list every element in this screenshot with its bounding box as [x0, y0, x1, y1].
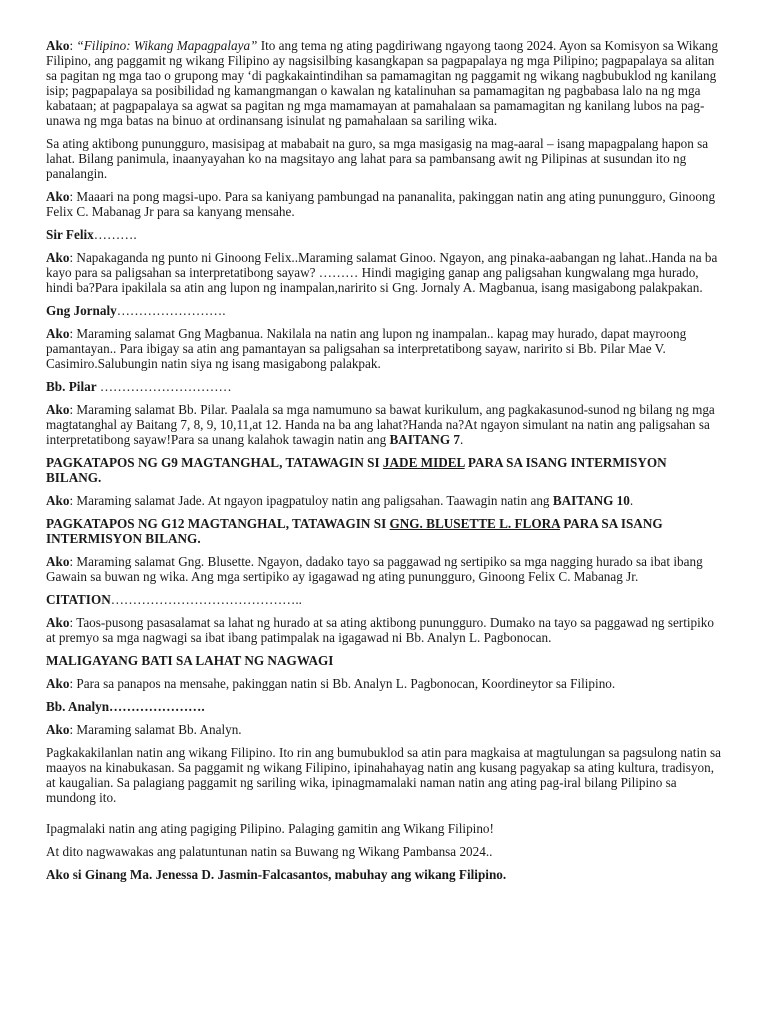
- speaker-separator: :: [69, 615, 77, 630]
- paragraph-text: Maraming salamat Bb. Pilar. Paalala sa mga namumuno sa bawat kurikulum, ang pagkakasunod-sunod ng bilang ng mga magtatanghal ay Baitang 7, 8, 9, 10,11,at 12. Handa na ba ang lahat?Handa na?At ngayon simulant na natin ang paligsahan sa interpretatibong sayaw!Para sa unang kalahok tawagin natin ang: [46, 402, 715, 447]
- paragraph-text: Maaari na pong magsi-upo. Para sa kaniyang pambungad na pananalita, pakinggan natin ang ating punungguro, Ginoong Felix C. Mabanag Jr para sa kanyang mensahe.: [46, 189, 716, 219]
- performer-name: JADE MIDEL: [382, 455, 465, 470]
- placeholder-dots: ……………………………………..: [110, 592, 302, 607]
- paragraph-end: .: [629, 493, 634, 508]
- opening-paragraph: Sa ating aktibong punungguro, masisipag at mababait na guro, sa mga masigasig na mag-aaral – isang mapagpalang hapon sa lahat. Bilang panimula, inaanyayahan ko na magsitayo ang lahat para sa pambansang awit ng Pilipinas at susundan ito ng panalangin.: [46, 136, 709, 181]
- congratulations-heading: MALIGAYANG BATI SA LAHAT NG NAGWAGI: [46, 653, 334, 668]
- speaker-label: Ako: [46, 676, 70, 691]
- theme-title: “Filipino: Wikang Mapagpalaya”: [76, 38, 258, 53]
- speaker-separator: :: [69, 722, 77, 737]
- speaker-label: Ako: [46, 189, 70, 204]
- speaker-separator: :: [69, 676, 77, 691]
- intermission-heading-1: [46, 455, 722, 485]
- continue-contest-paragraph: [46, 493, 722, 508]
- paragraph-text: Maraming salamat Bb. Analyn.: [76, 722, 242, 737]
- criteria-intro-paragraph: [46, 326, 722, 371]
- intermission-heading-2: [46, 516, 722, 546]
- bb-analyn-line: Bb. Analyn………………….: [46, 699, 205, 714]
- placeholder-dots: ……….: [93, 227, 137, 242]
- citation-line: [46, 592, 722, 607]
- speaker-label: Ako: [46, 402, 70, 417]
- performer-name: GNG. BLUSETTE L. FLORA: [389, 516, 560, 531]
- identity-paragraph: Pagkakakilanlan natin ang wikang Filipino. Ito rin ang bumubuklod sa atin para magkaisa at magtulungan sa pagsulong natin sa maayos na kinabukasan. Sa paggamit ng wikang Filipino, ipinahahayag natin ang kusang pagyakap sa ating kultura, tradisyon, at kaugalian. Sa palagiang paggamit ng sariling wika, ipinagmamalaki naman natin ang ating pag-iral bilang Pilipino sa mundong ito.: [46, 745, 721, 805]
- speaker-separator: :: [69, 250, 77, 265]
- grade-label: BAITANG 10: [552, 493, 630, 508]
- placeholder-dots: …………………….: [116, 303, 226, 318]
- bb-pilar-line: [46, 379, 722, 394]
- paragraph-text: Napakaganda ng punto ni Ginoong Felix..Maraming salamat Ginoo. Ngayon, ang pinaka-aabangan ng lahat..Handa na ba kayo para sa paligsahan sa interpretatibong sayaw? ……… Hindi magiging ganap ang paligsahan kungwalang mga hurado, hindi ba?Para ipakilala sa atin ang lupon ng inampalan,naririto si Gng. Jornaly A. Magbanua, isang masigabong palakpakan.: [46, 250, 718, 295]
- speaker-separator: :: [69, 38, 77, 53]
- pride-paragraph: Ipagmalaki natin ang ating pagiging Pilipino. Palaging gamitin ang Wikang Filipino!: [46, 821, 494, 836]
- contest-start-paragraph: [46, 402, 722, 447]
- grade-label: BAITANG 7: [389, 432, 460, 447]
- speaker-label: Sir Felix: [46, 227, 94, 242]
- speaker-separator: :: [69, 189, 77, 204]
- heading-text: PAGKATAPOS NG G12 MAGTANGHAL, TATAWAGIN SI: [46, 516, 390, 531]
- paragraph-text: Para sa panapos na mensahe, pakinggan natin si Bb. Analyn L. Pagbonocan, Koordineytor sa Filipino.: [76, 676, 616, 691]
- heading-text: PARA SA ISANG INTERMISYON BILANG.: [46, 516, 663, 546]
- speaker-label: Ako: [46, 554, 70, 569]
- thanks-analyn-paragraph: [46, 722, 722, 737]
- sir-felix-line: [46, 227, 722, 242]
- speaker-label: Ako: [46, 38, 70, 53]
- theme-paragraph: [46, 38, 722, 128]
- speaker-separator: :: [69, 326, 77, 341]
- speaker-label: Ako: [46, 250, 70, 265]
- paragraph-text: Maraming salamat Gng. Blusette. Ngayon, dadako tayo sa paggawad ng sertipiko sa mga nagging hurado sa ibat ibang Gawain sa buwan ng wika. Ang mga sertipiko ay igagawad ng ating punungguro, Ginoong Felix C. Mabanag Jr.: [46, 554, 703, 584]
- heading-text: PAGKATAPOS NG G9 MAGTANGHAL, TATAWAGIN SI: [46, 455, 383, 470]
- ending-paragraph: At dito nagwawakas ang palatuntunan natin sa Buwang ng Wikang Pambansa 2024..: [46, 844, 493, 859]
- speaker-label: Bb. Pilar: [46, 379, 97, 394]
- paragraph-text: Maraming salamat Gng Magbanua. Nakilala na natin ang lupon ng inampalan.. kapag may hurado, dapat mayroong pamantayan.. Para ibigay sa atin ang pamantayan sa paligsahan sa interpretatibong sayaw, naririto si Bb. Pilar Mae V. Casimiro.Salubungin natin siya ng isang masigabong palakpak.: [46, 326, 687, 371]
- speaker-label: Ako: [46, 722, 70, 737]
- intro-principal-paragraph: [46, 189, 722, 219]
- judges-intro-paragraph: [46, 250, 722, 295]
- speaker-label: Ako: [46, 615, 70, 630]
- paragraph-text: Maraming salamat Jade. At ngayon ipagpatuloy natin ang paligsahan. Taawagin natin ang: [76, 493, 553, 508]
- gng-jornaly-line: [46, 303, 722, 318]
- speaker-separator: :: [69, 402, 77, 417]
- placeholder-dots: …………………………: [96, 379, 232, 394]
- paragraph-end: .: [459, 432, 464, 447]
- speaker-label: Ako: [46, 493, 70, 508]
- closing-message-intro-paragraph: [46, 676, 722, 691]
- speaker-label: Ako: [46, 326, 70, 341]
- signature-line: Ako si Ginang Ma. Jenessa D. Jasmin-Falcasantos, mabuhay ang wikang Filipino.: [46, 867, 507, 882]
- paragraph-text: Taos-pusong pasasalamat sa lahat ng hurado at sa ating aktibong punungguro. Dumako na tayo sa paggawad ng sertipiko at premyo sa mga nagwagi sa ibat ibang patimpalak na igagawad ni Bb. Analyn L. Pagbonocan.: [46, 615, 714, 645]
- speaker-separator: :: [69, 493, 77, 508]
- paragraph-text: Ito ang tema ng ating pagdiriwang ngayong taong 2024. Ayon sa Komisyon sa Wikang Filipino, ang paggamit ng wikang Filipino ay nagsisilbing kasangkapan sa pagpapalaya ng mga Pilipino; pagpapalaya sa alitan sa pagitan ng mga tao o grupong may ‘di pagkakaintindihan sa pamamagitan ng paggamit ng wikang nagbubuklod ng kanilang isip; pagpapalaya sa posibilidad ng kamangmangan o kawalan ng katalinuhan sa pamamagitan ng pagbabasa lalo na ng mga kabataan; at pagpapalaya sa agwat sa pagitan ng mga mamamayan at pamahalaan sa pamamagitan ng kanilang lubos na pag-unawa ng mga batas na binuo at ordinansang isinulat ng pamahalaan sa sariling wika.: [46, 38, 718, 128]
- certificates-paragraph: [46, 554, 722, 584]
- speaker-separator: :: [69, 554, 77, 569]
- speaker-label: Gng Jornaly: [46, 303, 117, 318]
- heading-text: PARA SA ISANG INTERMISYON BILANG.: [46, 455, 667, 485]
- awards-paragraph: [46, 615, 722, 645]
- citation-label: CITATION: [46, 592, 111, 607]
